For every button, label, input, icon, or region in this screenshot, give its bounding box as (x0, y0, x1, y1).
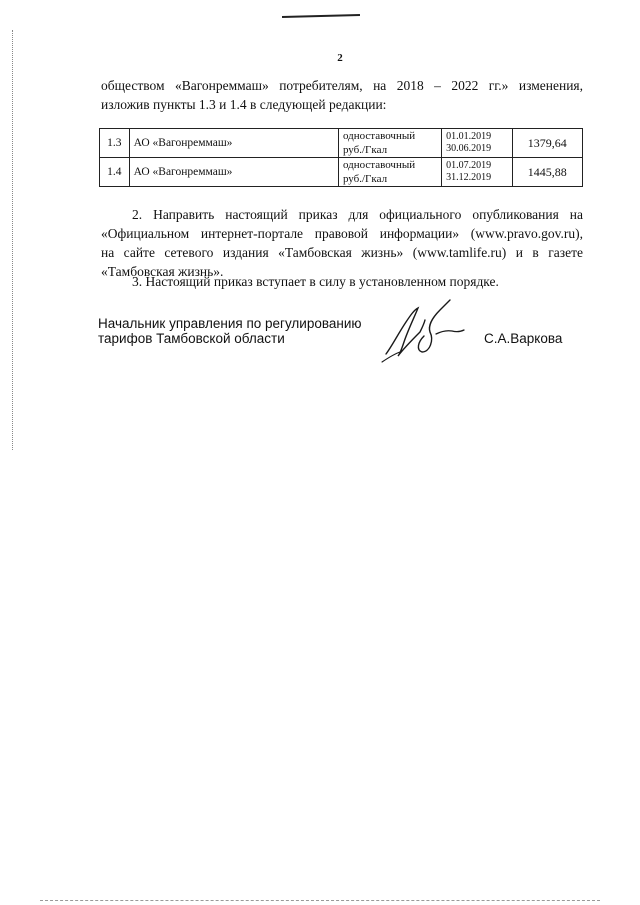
period-start: 01.07.2019 (446, 160, 492, 171)
table-row (100, 158, 583, 187)
period-end: 30.06.2019 (446, 143, 492, 154)
price-cell: 1379,64 (512, 129, 582, 158)
signer-title-line-1: Начальник управления по регулированию (98, 316, 362, 331)
paragraph-2-line-4: «Тамбовская жизнь». (101, 264, 224, 279)
scan-artifact-line (282, 14, 360, 18)
signer-name: С.А.Варкова (484, 331, 563, 346)
paragraph-3-text: 3. Настоящий приказ вступает в силу в установленном порядке. (132, 274, 499, 289)
row-number: 1.4 (100, 158, 130, 187)
unit-measure: руб./Гкал (342, 144, 388, 156)
page-number: 2 (337, 52, 343, 64)
intro-line-2: изложив пункты 1.3 и 1.4 в следующей редакции: (101, 97, 387, 112)
period-cell (442, 158, 512, 187)
paragraph-2-line-2: «Официальном интернет-портале правовой информации» (www.pravo.gov.ru), (101, 226, 583, 241)
unit-cell (338, 158, 441, 187)
row-number: 1.3 (100, 129, 130, 158)
intro-paragraph (101, 76, 583, 114)
unit-type: одноставочный (342, 130, 416, 142)
unit-cell (338, 129, 441, 158)
paragraph-2-line-1: 2. Направить настоящий приказ для официального опубликования на (132, 207, 583, 222)
period-end: 31.12.2019 (446, 172, 492, 183)
signer-title-line-2: тарифов Тамбовской области (98, 331, 285, 346)
period-cell (442, 129, 512, 158)
handwritten-signature (378, 296, 468, 366)
organization-cell: АО «Вагонреммаш» (129, 129, 338, 158)
scan-artifact-bottom (40, 900, 600, 902)
organization-cell: АО «Вагонреммаш» (129, 158, 338, 187)
table-row (100, 129, 583, 158)
signer-title (98, 316, 398, 346)
scan-artifact-margin (12, 30, 14, 450)
paragraph-2 (101, 205, 583, 281)
paragraph-3 (101, 272, 583, 291)
tariff-table (99, 128, 583, 187)
price-cell: 1445,88 (512, 158, 582, 187)
period-start: 01.01.2019 (446, 131, 492, 142)
unit-measure: руб./Гкал (342, 173, 388, 185)
paragraph-2-line-3: на сайте сетевого издания «Тамбовская жизнь» (www.tamlife.ru) и в газете (101, 245, 583, 260)
intro-line-1: обществом «Вагонреммаш» потребителям, на 2018 – 2022 гг.» изменения, (101, 78, 583, 93)
unit-type: одноставочный (342, 159, 416, 171)
